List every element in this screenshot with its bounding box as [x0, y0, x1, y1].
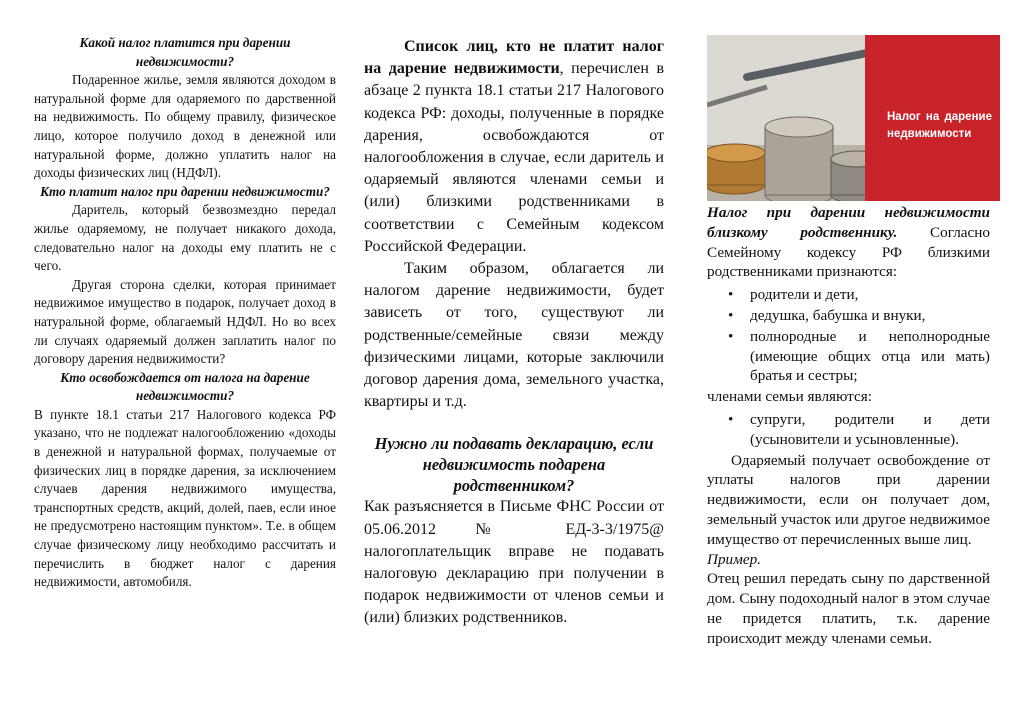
list-item: • родители и дети,	[750, 285, 990, 305]
right-column	[707, 35, 990, 649]
paragraph-fns-letter: Как разъясняется в Письме ФНС России от 05.06.2012 № ЕД-3-3/1975@ налогоплательщик вправе не подавать налоговую декларацию при получении в подарок недвижимости от членов семьи и (или) близких родственников.	[364, 498, 664, 627]
family-list	[707, 410, 990, 450]
relatives-list	[707, 285, 990, 386]
paragraph-relatives	[707, 203, 990, 282]
paragraph-gifted-income: Подаренное жилье, земля являются доходом в натуральной форме для одаряемого по дарственной на недвижимость. По общему правилу, физическое лицо, которое получило доход в денежной или натуральной форме, должно уплатить налог на доходы физических лиц (НДФЛ).	[34, 72, 336, 181]
heading-what-tax: Какой налог платится при дарении недвижимости?	[79, 35, 291, 69]
paragraph-recipient: Другая сторона сделки, которая принимает недвижимое имущество в подарок, получает доход в натуральной форме, облагаемый НДФЛ. Но во всех ли случаях одаряемый должен заплатить налог по договору дарения недвижимости?	[34, 276, 336, 367]
paragraph-family-members: членами семьи являются:	[707, 388, 872, 406]
paragraph-article-217: В пункте 18.1 статьи 217 Налогового кодекса РФ указано, что не подлежат налогообложению «доходы в денежной и натуральной формах, получаемые от физических лиц в порядке дарения, за исключением случаев дарения недвижимого имущества, транспортных средств, акций, долей, паев, если иное не предусмотрено настоящим пунктом». Т.е. в общем случае физическому лицу необходимо рассчитать и перечислить в бюджет налог с дарения недвижимости, автомобиля.	[34, 406, 336, 590]
paragraph-exemption: Одаряемый получает освобождение от уплаты налогов при дарении недвижимости, если он получает дом, земельный участок или другое недвижимое имущество от перечисленных выше лиц.	[707, 451, 990, 548]
relatives-lead: Налог при дарении недвижимости близкому родственнику.	[707, 204, 990, 241]
list-item: • дедушка, бабушка и внуки,	[750, 306, 990, 326]
coins-illustration	[707, 35, 1000, 201]
list-item: • полнородные и неполнородные (имеющие общих отца или мать) братья и сестры;	[750, 327, 990, 386]
example-label: Пример.	[707, 550, 761, 568]
heading-who-exempt: Кто освобождается от налога на дарение недвижимости?	[60, 369, 310, 404]
paragraph-donor: Даритель, который безвозмездно передал жилье одаряемому, не получает никакого дохода, следовательно налог на доходы ему платить не с чего.	[34, 202, 336, 274]
paragraph-example: Отец решил передать сыну по дарственной дом. Сыну подоходный налог в этом случае не придется платить, т.к. дарение происходит между членами семьи.	[707, 570, 990, 647]
paragraph-exempt-list	[364, 36, 664, 258]
red-title-panel	[865, 35, 1000, 201]
paragraph-conclusion: Таким образом, облагается ли налогом дарение недвижимости, будет зависеть от того, существуют ли родственные/семейные связи между физическими лицами, которые заключили договор дарения дома, земельного участка, квартиры и т.д.	[364, 260, 664, 411]
exempt-list-lead: Список лиц, кто не платит налог на дарение недвижимости	[364, 38, 664, 78]
heading-who-pays: Кто платит налог при дарении недвижимости?	[40, 183, 330, 199]
exempt-list-rest: , перечислен в абзаце 2 пункта 18.1 статьи 217 Налогового кодекса РФ: доходы, полученные в порядке дарения, освобождаются от налогообложения в случае, если даритель и одаряемый являются членами семьи и (или) близкими родственниками в соответствии с Семейным кодексом Российской Федерации.	[364, 60, 664, 255]
middle-column	[364, 36, 664, 630]
list-item: • супруги, родители и дети (усыновители и усыновленные).	[750, 410, 990, 450]
relatives-rest: Согласно Семейному кодексу РФ близкими родственниками признаются:	[707, 223, 990, 281]
left-column	[34, 34, 336, 592]
heading-declaration: Нужно ли подавать декларацию, если недвижимость подарена родственником?	[374, 434, 654, 496]
image-title: Налог на дарение недвижимости	[887, 111, 992, 140]
